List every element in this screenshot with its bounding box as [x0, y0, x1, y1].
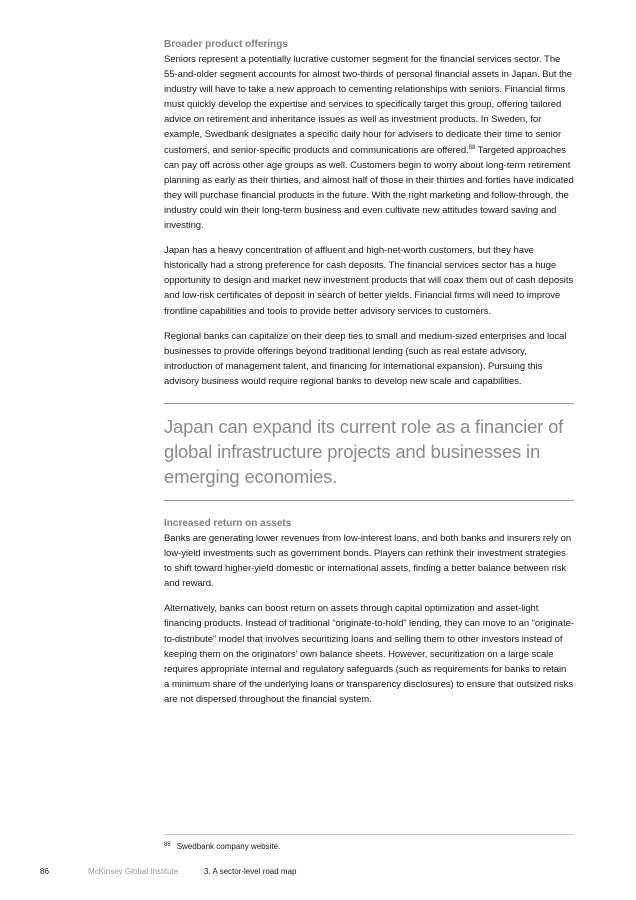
- main-content: [164, 38, 574, 717]
- pull-quote: Japan can expand its current role as a financier of global infrastructure projects and businesses in emerging economies.: [164, 415, 564, 487]
- paragraph-seniors: [164, 52, 574, 233]
- callout-bottom-divider: [164, 500, 574, 501]
- footnote-number: 88: [164, 842, 171, 848]
- paragraph-affluent: Japan has a heavy concentration of affluent and high-net-worth customers, but they have historically had a strong preference for cash deposits. The financial services sector has a huge opportunity to design and market new investment products that will coax them out of cash deposits and low-risk certificates of deposit in search of better yields. Financial firms will need to improve frontline capabilities and tools to provide better advisory services to customers.: [164, 245, 574, 317]
- paragraph-seniors-part1: Seniors represent a potentially lucrative customer segment for the financial services sector. The 55-and-older segment accounts for almost two-thirds of personal financial assets in Japan. But the industry will have to take a new approach to cementing relationships with seniors. Financial firms must quickly develop the expertise and services to specifically target this group, offering tailored advice on retirement and inheritance issues as well as investment products. In Sweden, for example, Swedbank designates a specific daily hour for advisers to dedicate their time to senior customers, and senior-specific products and communications are offered.: [164, 54, 573, 156]
- footnote: [164, 834, 574, 851]
- footnote-ref[interactable]: 88: [468, 144, 476, 151]
- paragraph-seniors-part2: Targeted approaches can pay off across other age groups as well. Customers begin to worry about long-term retirement planning as early as their thirties, and almost half of those in their thirties and forties have indicated they will purchase financial products in the future. With the right marketing and follow-through, the industry could win their long-term business and even cultivate new attitudes toward saving and investing.: [164, 144, 574, 232]
- footnote-text: Swedbank company website.: [176, 842, 281, 851]
- callout-top-divider: [164, 403, 574, 404]
- paragraph-securitization: Alternatively, banks can boost return on assets through capital optimization and asset-light financing products. Instead of traditional “originate-to-hold” lending, they can move to an “originate-to-distribute” model that involves securitizing loans and selling them to other investors instead of keeping them on the originators’ own balance sheets. However, securitization on a large scale requires appropriate internal and regulatory safeguards (such as requirements for banks to retain a minimum share of the underlying loans or transparency disclosures) to ensure that outsized risks are not dispersed throughout the financial system.: [164, 603, 574, 705]
- section-title: 3. A sector-level road map: [204, 867, 297, 876]
- section-heading-product-offerings: Broader product offerings: [164, 39, 288, 50]
- publisher-name: McKinsey Global Institute: [88, 867, 179, 876]
- paragraph-low-interest: Banks are generating lower revenues from low-interest loans, and both banks and insurers rely on low-yield investments such as government bonds. Players can rethink their investment strategies to shift toward higher-yield domestic or international assets, finding a better balance between risk and reward.: [164, 532, 572, 590]
- section-heading-return-on-assets: Increased return on assets: [164, 517, 292, 529]
- page-number: 86: [40, 867, 49, 876]
- paragraph-regional-banks: Regional banks can capitalize on their deep ties to small and medium-sized enterprises and local businesses to provide offerings beyond traditional lending (such as real estate advisory, introduction of management talent, and financing for international expansion). Pursuing this advisory business would require regional banks to develop new scale and capabilities.: [164, 330, 567, 387]
